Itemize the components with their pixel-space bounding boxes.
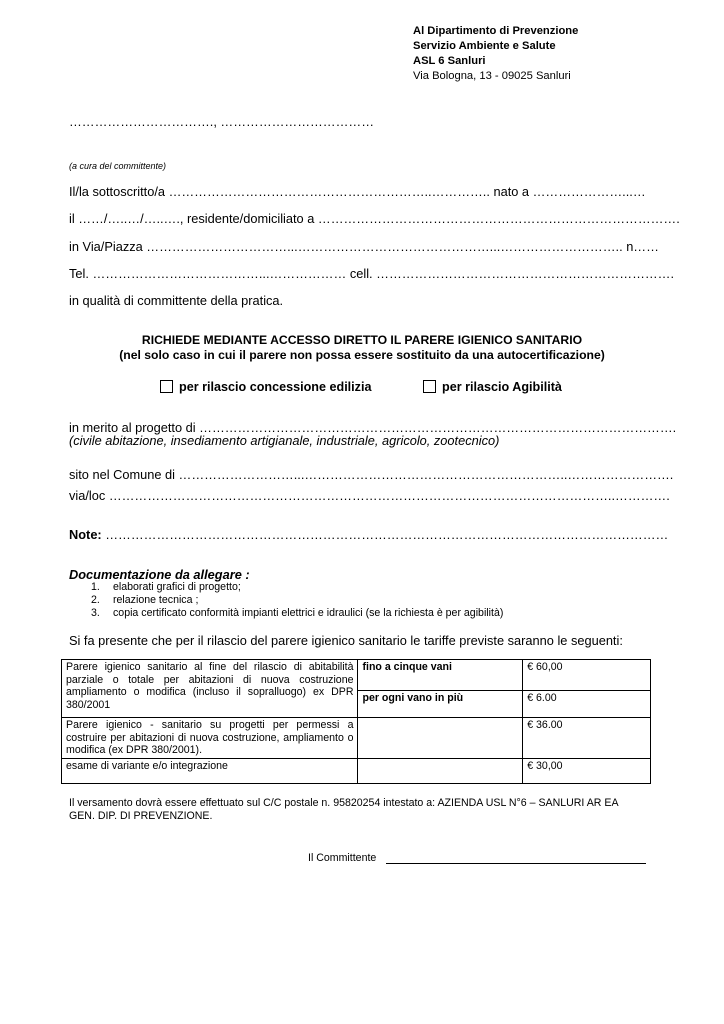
note-field [69,527,668,542]
documentation-item: 2. relazione tecnica ; [91,594,199,606]
recipient-line-4: Via Bologna, 13 - 09025 Sanluri [413,70,571,82]
fee-price-permessi: € 36.00 [523,718,651,759]
recipient-line-3: ASL 6 Sanluri [413,55,486,67]
residenza-field: il ……/…..…/…..…., residente/domiciliato a …………………………………………………………………………. [69,211,680,226]
table-row [62,718,651,759]
option-concessione[interactable] [160,380,372,394]
tel-field: Tel. …………………………………...……………… cell. ……………………………………………………………. [69,266,675,281]
option-concessione-label: per rilascio concessione edilizia [179,380,372,394]
table-row [62,660,651,691]
fee-cond-empty [358,718,523,759]
via-field: in Via/Piazza ……………………………...………………………………………...……………………….. n…… [69,239,659,254]
payment-line-1: Il versamento dovrà essere effettuato sul C/C postale n. 95820254 intestato a: AZIENDA USL N°6 – SANLURI AR EA [69,797,619,809]
recipient-line-1: Al Dipartimento di Prevenzione [413,25,579,37]
tariffs-intro: Si fa presente che per il rilascio del parere igienico sanitario le tariffe previste saranno le seguenti: [69,633,623,648]
recipient-address [413,24,578,84]
signature-label: Il Committente [308,852,377,864]
fee-cond-vano-in-piu: per ogni vano in più [358,691,523,718]
place-date-field: ……………………………., ……………………………… [69,114,374,129]
recipient-line-2: Servizio Ambiente e Salute [413,40,556,52]
progetto-tipologie: (civile abitazione, insediamento artigianale, industriale, agricolo, zootecnico) [69,433,500,448]
documentation-list [91,581,503,620]
comune-field: sito nel Comune di ………………………...……………………………………………………..……………………. [69,467,674,482]
fee-desc-variante: esame di variante e/o integrazione [62,758,358,783]
fees-table [61,659,651,784]
committente-note: (a cura del committente) [69,161,167,171]
qualita-text: in qualità di committente della pratica. [69,293,284,308]
request-heading-line-1: RICHIEDE MEDIANTE ACCESSO DIRETTO IL PARERE IGIENICO SANITARIO [141,333,583,347]
checkbox-agibilita[interactable] [423,380,436,393]
sottoscritto-field: Il/la sottoscritto/a ……………………………………………………..………….. nato a …………………...… [69,184,646,199]
note-dots: …………………………………………………………………………………………………………………… [101,527,669,542]
progetto-field: in merito al progetto di …………………………………………………………………………………………………. [69,420,677,435]
checkbox-concessione[interactable] [160,380,173,393]
table-row [62,758,651,783]
payment-line-2: GEN. DIP. DI PREVENZIONE. [69,810,213,822]
documentation-title: Documentazione da allegare : [69,567,250,582]
fee-cond-empty [358,758,523,783]
fee-desc-abitabilita: Parere igienico sanitario al fine del rilascio di abitabilità parziale o totale per abitazioni di nuova costruzione ampliamento o modifica (incluso il sopralluogo) ex DPR 380/2001 [62,660,358,718]
fee-desc-permessi: Parere igienico - sanitario su progetti per permessi a costruire per abitazioni di nuova costruzione, ampliamento o modifica (ex DPR 380/2001). [62,718,358,759]
request-heading [0,333,724,363]
documentation-item: 3. copia certificato conformità impianti elettrici e idraulici (se la richiesta è per agibilità) [91,607,504,619]
fee-price-cinque-vani: € 60,00 [523,660,651,691]
fee-price-vano-in-piu: € 6.00 [523,691,651,718]
payment-note [69,797,619,823]
signature-line[interactable] [386,862,646,864]
documentation-item: 1. elaborati grafici di progetto; [91,581,241,593]
note-label: Note: [69,527,102,542]
fee-cond-cinque-vani: fino a cinque vani [358,660,523,691]
fee-price-variante: € 30,00 [523,758,651,783]
option-agibilita[interactable] [423,380,562,394]
option-agibilita-label: per rilascio Agibilità [442,380,562,394]
via-loc-field: via/loc ………………………………………………………………………………………………………..…………. [69,488,670,503]
request-heading-line-2: (nel solo caso in cui il parere non possa essere sostituito da una autocertificazione) [119,348,605,362]
